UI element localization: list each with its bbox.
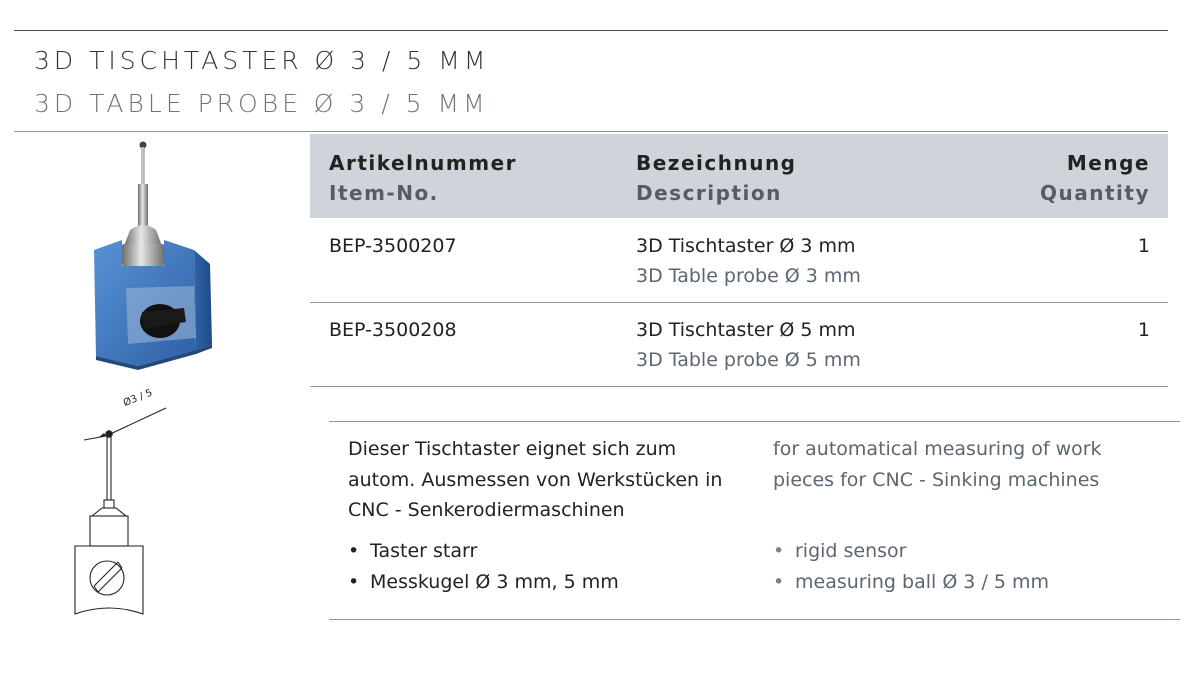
header-description-en: Description — [636, 181, 782, 205]
top-divider — [14, 30, 1168, 31]
feature-list-de — [346, 536, 619, 598]
diameter-label: Ø3 / 5 — [121, 387, 155, 409]
list-item: • Messkugel Ø 3 mm, 5 mm — [346, 567, 619, 598]
list-item: • rigid sensor — [771, 536, 1049, 567]
list-item: • measuring ball Ø 3 / 5 mm — [771, 567, 1049, 598]
table-header — [310, 134, 1168, 218]
feature-list-en — [771, 536, 1049, 598]
header-quantity-en: Quantity — [1040, 181, 1150, 205]
table-row — [310, 219, 1168, 303]
header-item-no-en: Item-No. — [329, 181, 439, 205]
description-line: for automatical measuring of work — [773, 438, 1102, 460]
description-line: autom. Ausmessen von Werkstücken in — [348, 468, 723, 491]
description-text-de — [348, 434, 722, 526]
header-quantity-de: Menge — [1066, 151, 1150, 175]
description-en: 3D Table probe Ø 3 mm — [636, 265, 861, 287]
description-divider-top — [329, 421, 1180, 422]
title-divider — [14, 131, 1168, 132]
row-divider — [310, 386, 1168, 387]
description-de: 3D Tischtaster Ø 5 mm — [636, 319, 856, 341]
technical-drawing — [66, 396, 176, 618]
product-photo — [86, 138, 220, 370]
quantity: 1 — [1137, 319, 1150, 341]
description-line: CNC - Senkerodiermaschinen — [348, 499, 625, 521]
item-number: BEP-3500207 — [329, 235, 457, 257]
description-en: 3D Table probe Ø 5 mm — [636, 349, 861, 371]
table-row — [310, 303, 1168, 387]
description-line: Dieser Tischtaster eignet sich zum — [348, 438, 677, 460]
list-item: • Taster starr — [346, 536, 619, 567]
header-description-de: Bezeichnung — [636, 151, 797, 175]
item-number: BEP-3500208 — [329, 319, 457, 341]
description-text-en — [773, 434, 1102, 495]
description-divider-bottom — [329, 619, 1180, 620]
description-line: pieces for CNC - Sinking machines — [773, 468, 1100, 491]
page-title-de: 3D TISCHTASTER Ø 3 / 5 MM — [34, 46, 490, 75]
description-de: 3D Tischtaster Ø 3 mm — [636, 235, 856, 257]
header-item-no-de: Artikelnummer — [329, 151, 518, 175]
quantity: 1 — [1137, 235, 1150, 257]
page-title-en: 3D TABLE PROBE Ø 3 / 5 MM — [34, 89, 489, 118]
